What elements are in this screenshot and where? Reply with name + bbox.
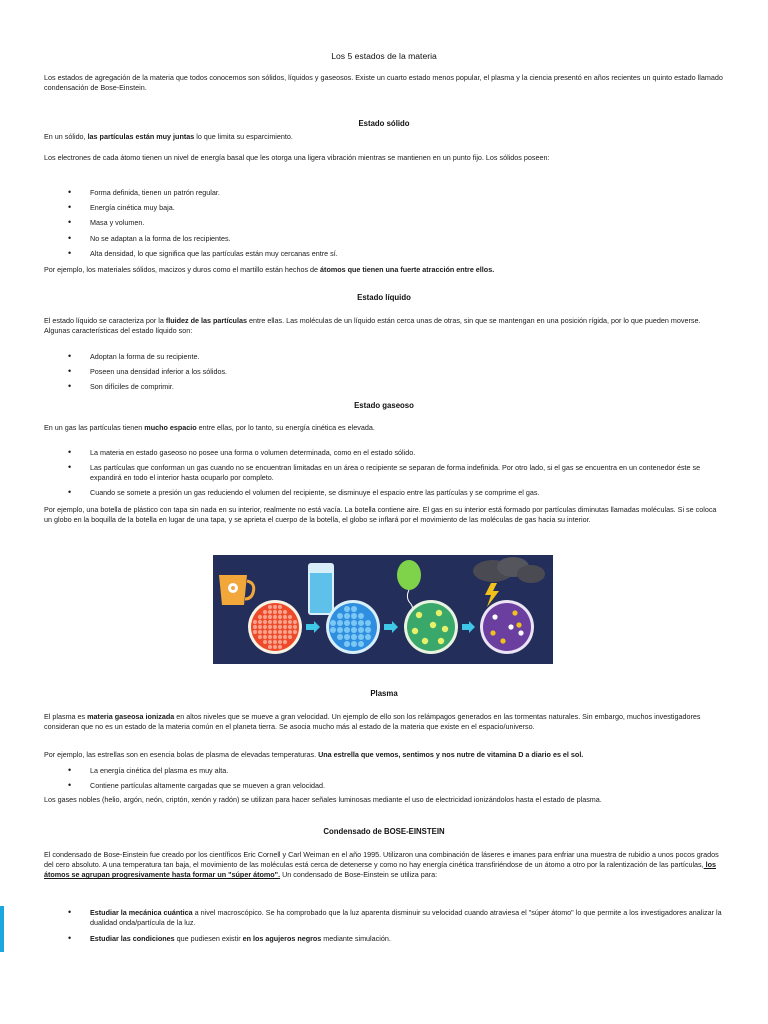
solid-particle	[253, 620, 257, 624]
liquid-particle	[351, 620, 357, 626]
liquid-particle	[344, 620, 350, 626]
liquid-particle	[351, 606, 357, 612]
solid-particle	[293, 630, 297, 634]
plasma-particle	[512, 610, 517, 615]
solid-particle	[273, 625, 277, 629]
liquid-particle	[330, 620, 336, 626]
list-item: • Forma definida, tienen un patrón regular.	[44, 188, 724, 198]
liquid-particle	[358, 641, 364, 647]
solid-particle	[283, 635, 287, 639]
solid-particle	[293, 625, 297, 629]
plasma-paragraph-3: Los gases nobles (helio, argón, neón, criptón, xenón y radón) se utilizan para hacer señales luminosas mediante el uso de electricidad ionizándolos hasta el estado de plasma.	[44, 795, 602, 804]
bose-list	[44, 908, 724, 945]
solid-particle	[273, 645, 277, 649]
liquid-particle	[337, 620, 343, 626]
intro-paragraph: Los estados de agregación de la materia que todos conocemos son sólidos, líquidos y gaseosos. Existe un cuarto estado menos popular, el plasma y la ciencia presentó en años recientes un quinto estado llamado condensación de Bose-Einstein.	[44, 73, 723, 93]
liquid-particle	[351, 641, 357, 647]
solid-particle	[283, 625, 287, 629]
liquid-particle	[358, 627, 364, 633]
list-item: • Masa y volumen.	[44, 218, 724, 228]
solid-particle	[258, 635, 262, 639]
heading-bose-einstein: Condensado de BOSE-EINSTEIN	[323, 827, 445, 836]
heading-plasma: Plasma	[370, 689, 398, 698]
solid-particle	[278, 605, 282, 609]
states-of-matter-illustration	[213, 555, 553, 664]
solid-particle	[268, 635, 272, 639]
accent-bar	[0, 906, 4, 952]
liquid-particle	[365, 634, 371, 640]
solid-particle	[278, 615, 282, 619]
list-item: • Energía cinética muy baja.	[44, 203, 724, 213]
liquid-particle	[351, 634, 357, 640]
solid-particle	[288, 620, 292, 624]
gas-particle	[430, 622, 436, 628]
list-item: • Poseen una densidad inferior a los sólidos.	[44, 367, 724, 377]
gas-particle	[438, 638, 444, 644]
solid-particle	[278, 610, 282, 614]
plasma-paragraph-1: El plasma es materia gaseosa ionizada en altos niveles que se mueve a gran velocidad. Un ejemplo de ello son los relámpagos generados en las tormentas naturales. Sin embargo, muchos investigadores consideran que no es un estado de la materia común en el planeta tierra. Se asocia mucho más al estado de la materia que existe en el espacio/universo.	[44, 712, 701, 732]
solid-particle	[263, 640, 267, 644]
plasma-particle	[492, 614, 497, 619]
solid-list	[44, 188, 724, 259]
solid-particle	[253, 630, 257, 634]
list-item: • La materia en estado gaseoso no posee una forma o volumen determinada, como en el estado sólido.	[44, 448, 724, 458]
solid-particle	[288, 635, 292, 639]
liquid-particle	[358, 620, 364, 626]
list-item: • Estudiar la mecánica cuántica a nivel macroscópico. Se ha comprobado que la luz aparenta disminuir su velocidad cuando atraviesa el "súper átomo" lo que permite a los investigadores analizar la dualidad onda/partícula de la luz.	[44, 908, 724, 928]
gas-particle	[422, 638, 428, 644]
liquid-particle	[365, 620, 371, 626]
solid-particle	[273, 640, 277, 644]
solid-particle	[283, 640, 287, 644]
solid-particle	[278, 645, 282, 649]
solid-particle	[268, 605, 272, 609]
solid-particle	[268, 640, 272, 644]
solid-particle	[268, 615, 272, 619]
solid-particle	[273, 635, 277, 639]
solid-particle	[268, 645, 272, 649]
list-item: • La energía cinética del plasma es muy alta.	[44, 766, 724, 776]
solid-particle	[293, 620, 297, 624]
solid-particle	[253, 625, 257, 629]
bose-paragraph-1: El condensado de Bose-Einstein fue creado por los científicos Eric Cornell y Carl Weiman en el año 1995. Utilizaron una combinación de láseres e imanes para enfriar una muestra de rubidio a unos pocos grados del cero absoluto. A una temperatura tan baja, el movimiento de las moléculas está cerca de detenerse y como no hay energía cinética transfiriéndose de un átomo a otro por la ralentización de las partículas, los átomos se agrupan progresivamente hasta formar un "súper átomo". Un condensado de Bose-Einstein se utiliza para:	[44, 850, 719, 880]
solid-particle	[288, 630, 292, 634]
gas-list	[44, 448, 724, 498]
liquid-particle	[365, 627, 371, 633]
solid-particle	[273, 615, 277, 619]
plasma-particle	[490, 630, 495, 635]
solid-particle	[273, 605, 277, 609]
plasma-particle	[500, 638, 505, 643]
list-item: • Adoptan la forma de su recipiente.	[44, 352, 724, 362]
solid-particle	[273, 610, 277, 614]
solid-particle	[283, 615, 287, 619]
liquid-particle	[351, 613, 357, 619]
list-item: • Son difíciles de comprimir.	[44, 382, 724, 392]
liquid-particle	[344, 606, 350, 612]
solid-particle	[258, 620, 262, 624]
gas-paragraph-1: En un gas las partículas tienen mucho espacio entre ellas, por lo tanto, su energía cinética es elevada.	[44, 423, 375, 432]
liquid-particle	[358, 613, 364, 619]
solid-particle	[283, 630, 287, 634]
solid-particle	[263, 620, 267, 624]
gas-particle	[416, 612, 422, 618]
liquid-particle	[337, 634, 343, 640]
plasma-particle	[516, 622, 521, 627]
liquid-particle	[330, 627, 336, 633]
heading-liquid: Estado líquido	[357, 293, 411, 302]
list-item: • Alta densidad, lo que significa que las partículas están muy cercanas entre sí.	[44, 249, 724, 259]
plasma-particle	[518, 630, 523, 635]
gas-particle	[412, 628, 418, 634]
list-item: • Contiene partículas altamente cargadas que se mueven a gran velocidad.	[44, 781, 724, 791]
liquid-particle	[344, 641, 350, 647]
gas-particle	[442, 626, 448, 632]
plasma-paragraph-2: Por ejemplo, las estrellas son en esencia bolas de plasma de elevadas temperaturas. Una estrella que vemos, sentimos y nos nutre de vitamina D a diario es el sol.	[44, 750, 584, 759]
list-item: • Estudiar las condiciones que pudiesen existir en los agujeros negros mediante simulación.	[44, 934, 724, 944]
solid-particle	[268, 625, 272, 629]
liquid-particle	[351, 627, 357, 633]
solid-particle	[273, 630, 277, 634]
gas-paragraph-2: Por ejemplo, una botella de plástico con tapa sin nada en su interior, realmente no está vacía. La botella contiene aire. El gas en su interior está formado por partículas diminutas llamadas moléculas. Si se coloca un globo en la boquilla de la botella en lugar de una tapa, y se aprieta el cuerpo de la botella, el globo se inflará por el movimiento de las moléculas de gas hacia su interior.	[44, 505, 717, 525]
list-item: • Las partículas que conforman un gas cuando no se encuentran limitadas en un área o recipiente se separan de forma indefinida. Por otro lado, si el gas se encuentra en un contenedor éste se expandirá en todo el interior hasta ocuparlo por completo.	[44, 463, 724, 483]
liquid-particle	[358, 634, 364, 640]
solid-paragraph-3: Por ejemplo, los materiales sólidos, macizos y duros como el martillo están hechos de átomos que tienen una fuerte atracción entre ellos.	[44, 265, 495, 274]
liquid-particle	[344, 627, 350, 633]
solid-particle	[258, 615, 262, 619]
page-title: Los 5 estados de la materia	[331, 51, 437, 61]
plasma-particle	[508, 624, 513, 629]
liquid-particle	[344, 634, 350, 640]
solid-particle	[278, 635, 282, 639]
liquid-particle	[337, 627, 343, 633]
solid-particle	[283, 620, 287, 624]
solid-paragraph-1: En un sólido, las partículas están muy juntas lo que limita su esparcimiento.	[44, 132, 293, 141]
liquid-list	[44, 352, 724, 393]
solid-particle	[278, 640, 282, 644]
list-item: • Cuando se somete a presión un gas reduciendo el volumen del recipiente, se disminuye el espacio entre las partículas y se comprime el gas.	[44, 488, 724, 498]
plasma-particles	[480, 600, 534, 654]
heading-solid: Estado sólido	[358, 119, 410, 128]
solid-particle	[263, 610, 267, 614]
solid-particle	[263, 625, 267, 629]
solid-particle	[263, 630, 267, 634]
liquid-paragraph-1: El estado líquido se caracteriza por la fluidez de las partículas entre ellas. Las moléculas de un líquido están cerca unas de otras, sin que se mantengan en una posición rígida, por lo que pueden moverse. Algunas características del estado líquido son:	[44, 316, 701, 336]
liquid-particle	[337, 613, 343, 619]
gas-particle	[436, 610, 442, 616]
liquid-particle	[344, 613, 350, 619]
solid-particle	[273, 620, 277, 624]
water-glass-icon	[308, 563, 334, 615]
list-item: • No se adaptan a la forma de los recipientes.	[44, 234, 724, 244]
solid-particle	[268, 620, 272, 624]
plasma-list	[44, 766, 724, 791]
solid-particle	[278, 620, 282, 624]
solid-particle	[258, 625, 262, 629]
heading-gas: Estado gaseoso	[354, 401, 414, 410]
solid-particle	[258, 630, 262, 634]
solid-particle	[288, 625, 292, 629]
solid-particle	[278, 625, 282, 629]
solid-particle	[268, 610, 272, 614]
solid-paragraph-2: Los electrones de cada átomo tienen un nivel de energía basal que les otorga una ligera vibración mientras se mantienen en un punto fijo. Los sólidos poseen:	[44, 153, 550, 162]
solid-particle	[288, 615, 292, 619]
solid-particle	[263, 635, 267, 639]
solid-particle	[263, 615, 267, 619]
solid-particle	[283, 610, 287, 614]
solid-particle	[268, 630, 272, 634]
solid-particle	[278, 630, 282, 634]
